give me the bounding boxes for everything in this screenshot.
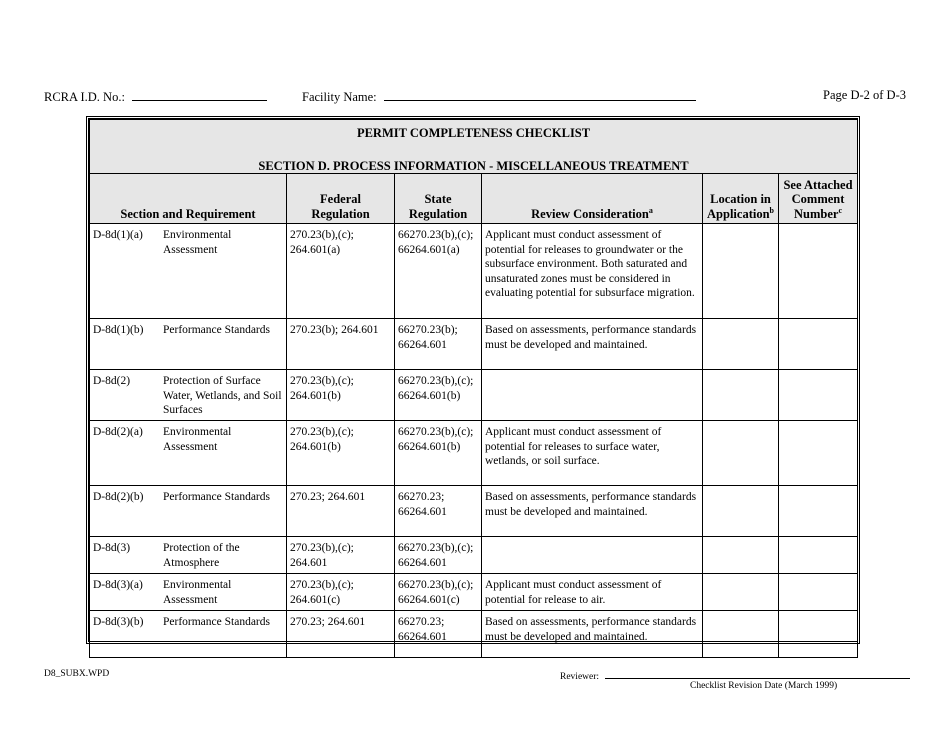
comment-cell[interactable] [779,319,858,370]
comment-cell[interactable] [779,224,858,319]
comment-cell[interactable] [779,370,858,421]
table-row [90,319,858,370]
section-cell: D-8d(2) Protection of Surface Water, Wetlands, and Soil Surfaces [90,370,287,421]
review-cell: Applicant must conduct assessment of potential for releases to groundwater or the subsurface environment. Both saturated and unsaturated zones must be considered in evaluating potential for subsurface migration. [482,224,703,319]
federal-cell: 270.23(b),(c); 264.601(c) [287,574,395,611]
table-row [90,421,858,486]
reviewer-blank[interactable] [605,669,910,679]
state-cell: 66270.23(b),(c); 66264.601(b) [395,370,482,421]
table-row [90,486,858,537]
location-cell[interactable] [703,319,779,370]
table-title-cell [90,120,858,174]
section-cell: D-8d(3)(b) Performance Standards [90,611,287,658]
col-header-section: Section and Requirement [90,174,287,224]
location-cell[interactable] [703,370,779,421]
state-cell: 66270.23(b),(c); 66264.601(c) [395,574,482,611]
section-cell: D-8d(2)(a) Environmental Assessment [90,421,287,486]
state-cell: 66270.23; 66264.601 [395,611,482,658]
location-cell[interactable] [703,574,779,611]
state-cell: 66270.23(b),(c); 66264.601(b) [395,421,482,486]
location-cell[interactable] [703,537,779,574]
location-cell[interactable] [703,224,779,319]
federal-cell: 270.23(b),(c); 264.601 [287,537,395,574]
comment-cell[interactable] [779,421,858,486]
state-cell: 66270.23; 66264.601 [395,486,482,537]
section-cell: D-8d(2)(b) Performance Standards [90,486,287,537]
comment-cell[interactable] [779,537,858,574]
table-title: PERMIT COMPLETENESS CHECKLIST [356,126,591,140]
state-cell: 66270.23(b),(c); 66264.601 [395,537,482,574]
federal-cell: 270.23; 264.601 [287,486,395,537]
section-cell: D-8d(3) Protection of the Atmosphere [90,537,287,574]
section-cell: D-8d(1)(b) Performance Standards [90,319,287,370]
section-cell: D-8d(3)(a) Environmental Assessment [90,574,287,611]
state-cell: 66270.23(b),(c); 66264.601(a) [395,224,482,319]
review-cell: Based on assessments, performance standards must be developed and maintained. [482,319,703,370]
col-header-federal: Federal Regulation [287,174,395,224]
page-number: Page D-2 of D-3 [823,88,906,102]
table-subtitle: SECTION D. PROCESS INFORMATION - MISCELLANEOUS TREATMENT [258,158,689,173]
rcra-id-label: RCRA I.D. No.: [44,90,125,104]
facility-name-field [302,88,696,105]
table-row [90,224,858,319]
checklist-table [89,119,858,658]
state-cell: 66270.23(b); 66264.601 [395,319,482,370]
comment-cell[interactable] [779,574,858,611]
comment-cell[interactable] [779,611,858,658]
facility-name-blank[interactable] [384,88,696,101]
federal-cell: 270.23; 264.601 [287,611,395,658]
federal-cell: 270.23(b),(c); 264.601(b) [287,421,395,486]
review-cell: Applicant must conduct assessment of potential for releases to surface water, wetlands, or soil surface. [482,421,703,486]
review-cell: Applicant must conduct assessment of potential for release to air. [482,574,703,611]
checklist-table-frame [86,116,860,644]
reviewer-label: Reviewer: [560,672,600,682]
review-cell [482,370,703,421]
col-header-comment: See Attached Comment Number$^c$ [779,174,858,224]
comment-cell[interactable] [779,486,858,537]
file-name: D8_SUBX.WPD [44,669,110,679]
revision-date: Checklist Revision Date (March 1999) [690,681,838,691]
review-cell: Based on assessments, performance standards must be developed and maintained. [482,611,703,658]
section-cell: D-8d(1)(a) Environmental Assessment [90,224,287,319]
col-header-review: Review Consideration$^a$ [482,174,703,224]
federal-cell: 270.23(b),(c); 264.601(b) [287,370,395,421]
review-cell [482,537,703,574]
review-cell: Based on assessments, performance standards must be developed and maintained. [482,486,703,537]
rcra-id-field [44,88,267,105]
table-row [90,537,858,574]
location-cell[interactable] [703,611,779,658]
facility-name-label: Facility Name: [302,90,377,104]
col-header-state: State Regulation [395,174,482,224]
table-row [90,574,858,611]
federal-cell: 270.23(b); 264.601 [287,319,395,370]
col-header-location: Location in Application$^b$ [703,174,779,224]
rcra-id-blank[interactable] [132,88,267,101]
location-cell[interactable] [703,486,779,537]
table-row [90,611,858,658]
table-row [90,370,858,421]
federal-cell: 270.23(b),(c); 264.601(a) [287,224,395,319]
location-cell[interactable] [703,421,779,486]
